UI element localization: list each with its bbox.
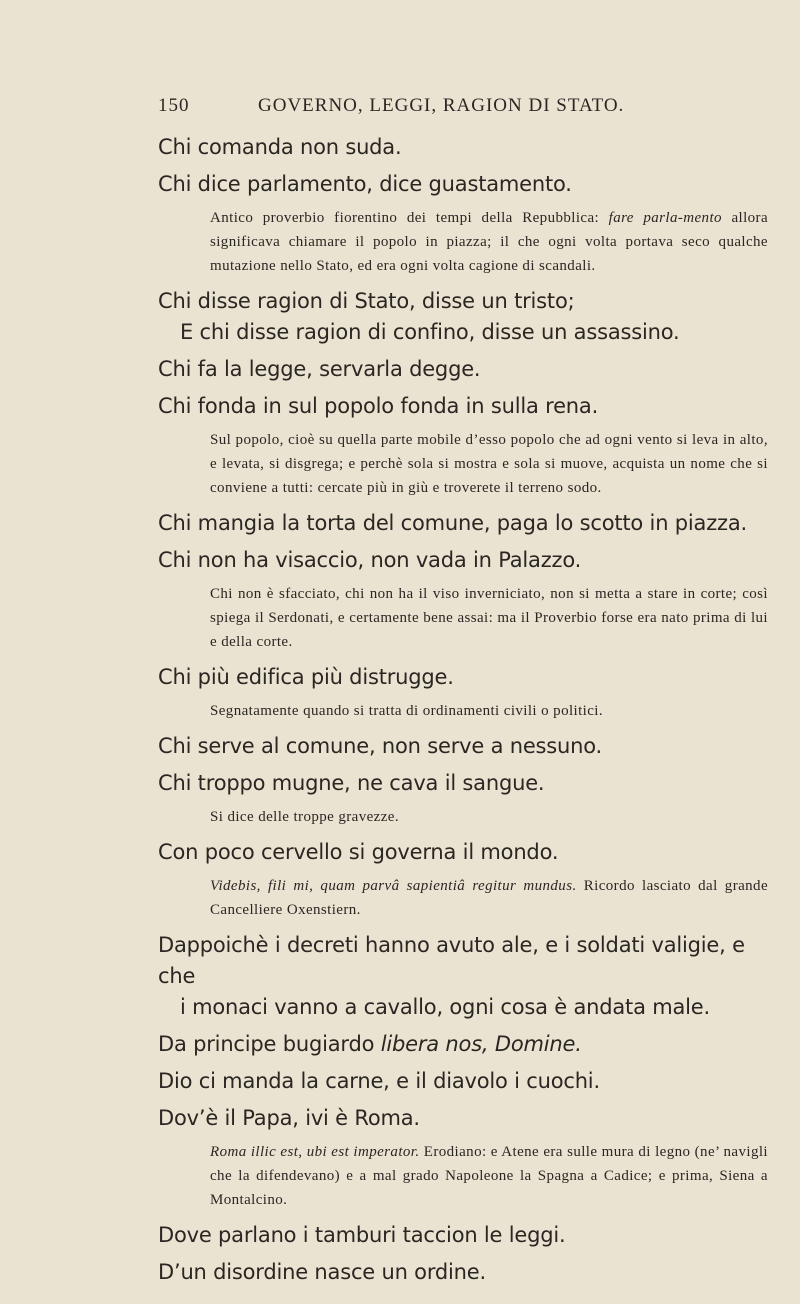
- commentary: [158, 206, 768, 278]
- proverb-second-line: i monaci vanno a cavallo, ogni cosa è andata male.: [180, 995, 710, 1019]
- commentary-text: allora significava chiamare il popolo in piazza; il che ogni volta portava seco qualche mutazione nello Stato, ed era ogni volta cagione di scandali.: [210, 210, 768, 274]
- proverb: Chi comanda non suda.: [158, 135, 402, 159]
- commentary-text: Erodiano: e Atene era sulle mura di legno (ne’ navigli che la difendevano) e a mal grado Napoleone la Spagna a Cadice; e prima, Siena a Montalcino.: [210, 1144, 768, 1208]
- proverb: [158, 1029, 768, 1060]
- proverb: Con poco cervello si governa il mondo.: [158, 840, 559, 864]
- running-title: GOVERNO, LEGGI, RAGION DI STATO.: [258, 95, 625, 116]
- commentary: [158, 874, 768, 922]
- commentary: [158, 1140, 768, 1212]
- proverb-text: Da principe bugiardo: [158, 1032, 375, 1056]
- page-body: [158, 132, 768, 1294]
- proverb: Dove parlano i tamburi taccion le leggi.: [158, 1223, 566, 1247]
- proverb: Chi dice parlamento, dice guastamento.: [158, 172, 572, 196]
- page-number: 150: [158, 95, 190, 116]
- proverb-second-line: E chi disse ragion di confino, disse un assassino.: [180, 320, 680, 344]
- proverb: Chi troppo mugne, ne cava il sangue.: [158, 771, 545, 795]
- commentary: Sul popolo, cioè su quella parte mobile d’esso popolo che ad ogni vento si leva in alto, e levata, si disgrega; e perchè sola si mostra e sola si muove, acquista un nome che si conviene a tutti: cercate più in giù e troverete il terreno sodo.: [210, 432, 768, 496]
- proverb: Chi serve al comune, non serve a nessuno.: [158, 734, 603, 758]
- proverb: Chi mangia la torta del comune, paga lo scotto in piazza.: [158, 511, 747, 535]
- commentary: Chi non è sfacciato, chi non ha il viso inverniciato, non si metta a stare in corte; così spiega il Serdonati, e certamente bene assai: ma il Proverbio forse era nato prima di lui e della corte.: [210, 586, 768, 650]
- proverb: Chi non ha visaccio, non vada in Palazzo.: [158, 548, 582, 572]
- proverb: Dappoichè i decreti hanno avuto ale, e i soldati valigie, e che: [158, 933, 745, 988]
- latin-quote: Videbis, fili mi, quam parvâ sapientiâ regitur mundus.: [210, 878, 577, 894]
- proverb: Chi fonda in sul popolo fonda in sulla rena.: [158, 394, 599, 418]
- latin-phrase: libera nos, Domine.: [380, 1032, 582, 1056]
- proverb: Chi disse ragion di Stato, disse un tristo;: [158, 289, 575, 313]
- proverb: Chi più edifica più distrugge.: [158, 665, 454, 689]
- latin-quote: Roma illic est, ubi est imperator.: [210, 1144, 420, 1160]
- running-header: [158, 95, 638, 121]
- proverb: Dov’è il Papa, ivi è Roma.: [158, 1106, 420, 1130]
- commentary-text: Antico proverbio fiorentino dei tempi della Repubblica:: [210, 210, 600, 226]
- proverb: Dio ci manda la carne, e il diavolo i cuochi.: [158, 1069, 600, 1093]
- proverb: D’un disordine nasce un ordine.: [158, 1260, 486, 1284]
- commentary: Si dice delle troppe gravezze.: [210, 809, 399, 825]
- commentary: Segnatamente quando si tratta di ordinamenti civili o politici.: [210, 703, 604, 719]
- commentary-text: Ricordo lasciato dal grande Cancelliere Oxenstiern.: [210, 878, 769, 918]
- italic-term: fare parla-mento: [608, 210, 722, 226]
- proverb: Chi fa la legge, servarla degge.: [158, 357, 481, 381]
